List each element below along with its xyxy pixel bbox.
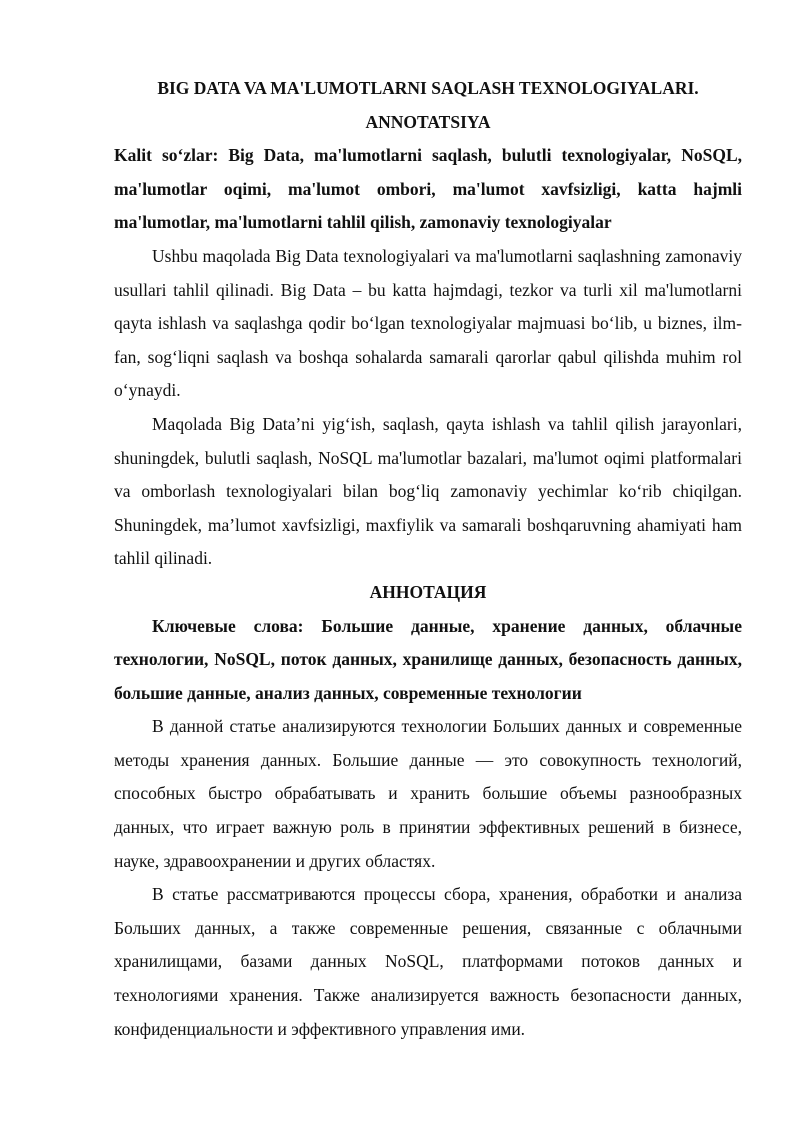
- uz-paragraph-2: Maqolada Big Data’ni yig‘ish, saqlash, qayta ishlash va tahlil qilish jarayonlari, shuningdek, bulutli saqlash, NoSQL ma'lumotlar bazalari, ma'lumot oqimi platformalari va omborlash texnologiyalari bilan bog‘liq zamonaviy yechimlar ko‘rib chiqilgan. Shuningdek, ma’lumot xavfsizligi, maxfiylik va samarali boshqaruvning ahamiyati ham tahlil qilinadi.: [114, 413, 742, 569]
- uz-paragraph-1: Ushbu maqolada Big Data texnologiyalari va ma'lumotlarni saqlashning zamonaviy usullari tahlil qilinadi. Big Data – bu katta hajmdagi, tezkor va turli xil ma'lumotlarni qayta ishlash va saqlashga qodir bo‘lgan texnologiyalar majmuasi bo‘lib, u biznes, ilm-fan, sog‘liqni saqlash va boshqa sohalarda samarali qarorlar qabul qilishda muhim rol o‘ynaydi.: [114, 245, 742, 401]
- uz-keywords: Kalit so‘zlar: Big Data, ma'lumotlarni saqlash, bulutli texnologiyalar, NoSQL, ma'lumotlar oqimi, ma'lumot ombori, ma'lumot xavfsizligi, katta hajmli ma'lumotlar, ma'lumotlarni tahlil qilish, zamonaviy texnologiyalar: [114, 145, 742, 233]
- ru-keywords: Ключевые слова: Большие данные, хранение данных, облачные технологии, NoSQL, поток данных, хранилище данных, безопасность данных, большие данные, анализ данных, современные технологии: [114, 615, 742, 703]
- ru-paragraph-2: В статье рассматриваются процессы сбора, хранения, обработки и анализа Больших данных, а также современные решения, связанные с облачными хранилищами, базами данных NoSQL, платформами потоков данных и технологиями хранения. Также анализируется важность безопасности данных, конфиденциальности и эффективного управления ими.: [114, 884, 742, 1039]
- document-title: BIG DATA VA MA'LUMOTLARNI SAQLASH TEXNOLOGIYALARI.: [157, 78, 699, 98]
- ru-annotation-heading: АННОТАЦИЯ: [369, 581, 487, 602]
- uz-annotation-heading: ANNOTATSIYA: [365, 111, 491, 132]
- ru-paragraph-1: В данной статье анализируются технологии Больших данных и современные методы хранения данных. Большие данные — это совокупность технологий, способных быстро обрабатывать и хранить большие объемы разнообразных данных, что играет важную роль в принятии эффективных решений в бизнесе, науке, здравоохранении и других областях.: [114, 716, 742, 871]
- document-page: [114, 72, 742, 1046]
